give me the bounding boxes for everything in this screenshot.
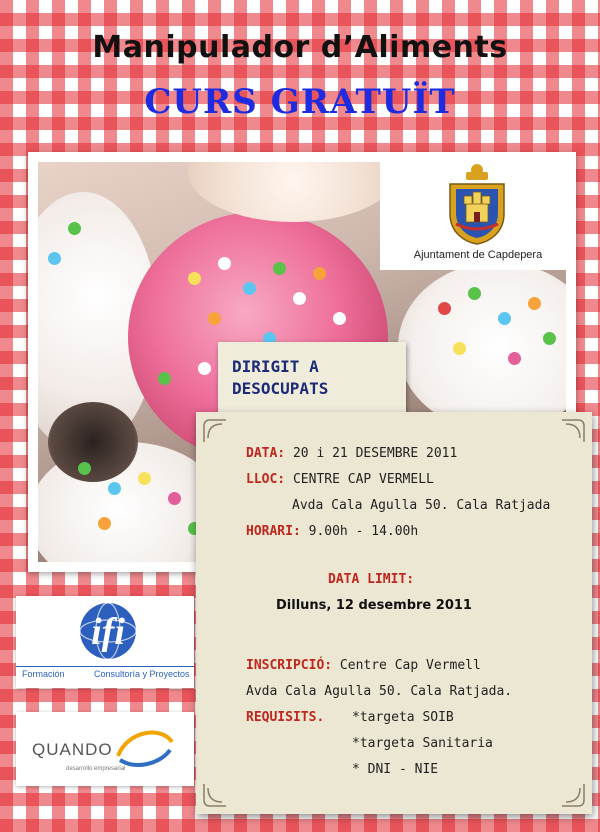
schedule-label: HORARI:: [246, 524, 301, 539]
date-value: 20 i 21 DESEMBRE 2011: [292, 446, 458, 461]
ajuntament-logo: [380, 152, 576, 270]
requirement-item: *targeta SOIB: [352, 710, 454, 725]
place-label: LLOC:: [246, 472, 286, 487]
date-label: DATA:: [246, 446, 286, 461]
poster-title: Manipulador d’Aliments: [92, 30, 508, 65]
quando-logo: [16, 712, 194, 786]
ifi-left-text: Formación: [22, 669, 65, 679]
schedule-value: 9.00h - 14.00h: [308, 524, 419, 539]
quando-text: QUANDO: [32, 740, 113, 759]
registration-value: Centre Cap Vermell: [339, 658, 481, 673]
coat-of-arms-icon: [442, 162, 512, 246]
date-row: [246, 446, 457, 461]
info-note: [196, 412, 592, 814]
ornament-corner-icon: [202, 418, 228, 444]
ajuntament-caption: Ajuntament de Capdepera: [413, 249, 543, 261]
audience-line-2: DESOCUPATS: [232, 379, 329, 398]
quando-tagline: desarrollo empresarial: [66, 766, 126, 772]
deadline-value: Dilluns, 12 desembre 2011: [276, 598, 472, 613]
requirements-row: [246, 710, 324, 725]
ornament-corner-icon: [560, 782, 586, 808]
audience-note: [218, 342, 406, 412]
requirements-label: REQUISITS.: [246, 710, 325, 725]
place-address: Avda Cala Agulla 50. Cala Ratjada: [292, 498, 551, 513]
ornament-corner-icon: [202, 782, 228, 808]
schedule-row: [246, 524, 418, 539]
poster-subtitle: CURS GRATUÏT: [144, 82, 456, 122]
place-value: CENTRE CAP VERMELL: [292, 472, 434, 487]
ifi-divider: [16, 666, 194, 667]
quando-swirl-icon: [114, 724, 176, 770]
registration-address: Avda Cala Agulla 50. Cala Ratjada.: [246, 684, 513, 699]
ifi-logo: [16, 596, 194, 688]
audience-line-1: DIRIGIT A: [232, 357, 319, 376]
place-row: [246, 472, 434, 487]
registration-row: [246, 658, 481, 673]
ifi-logo-text: ifi: [91, 611, 125, 653]
deadline-label: DATA LIMIT:: [328, 572, 415, 587]
ifi-right-text: Consultoría y Proyectos: [94, 669, 190, 679]
ifi-globe-icon: [66, 602, 150, 660]
requirement-item: *targeta Sanitaria: [352, 736, 493, 751]
requirement-item: * DNI - NIE: [352, 762, 439, 777]
registration-label: INSCRIPCIÓ:: [246, 658, 333, 673]
ornament-corner-icon: [560, 418, 586, 444]
